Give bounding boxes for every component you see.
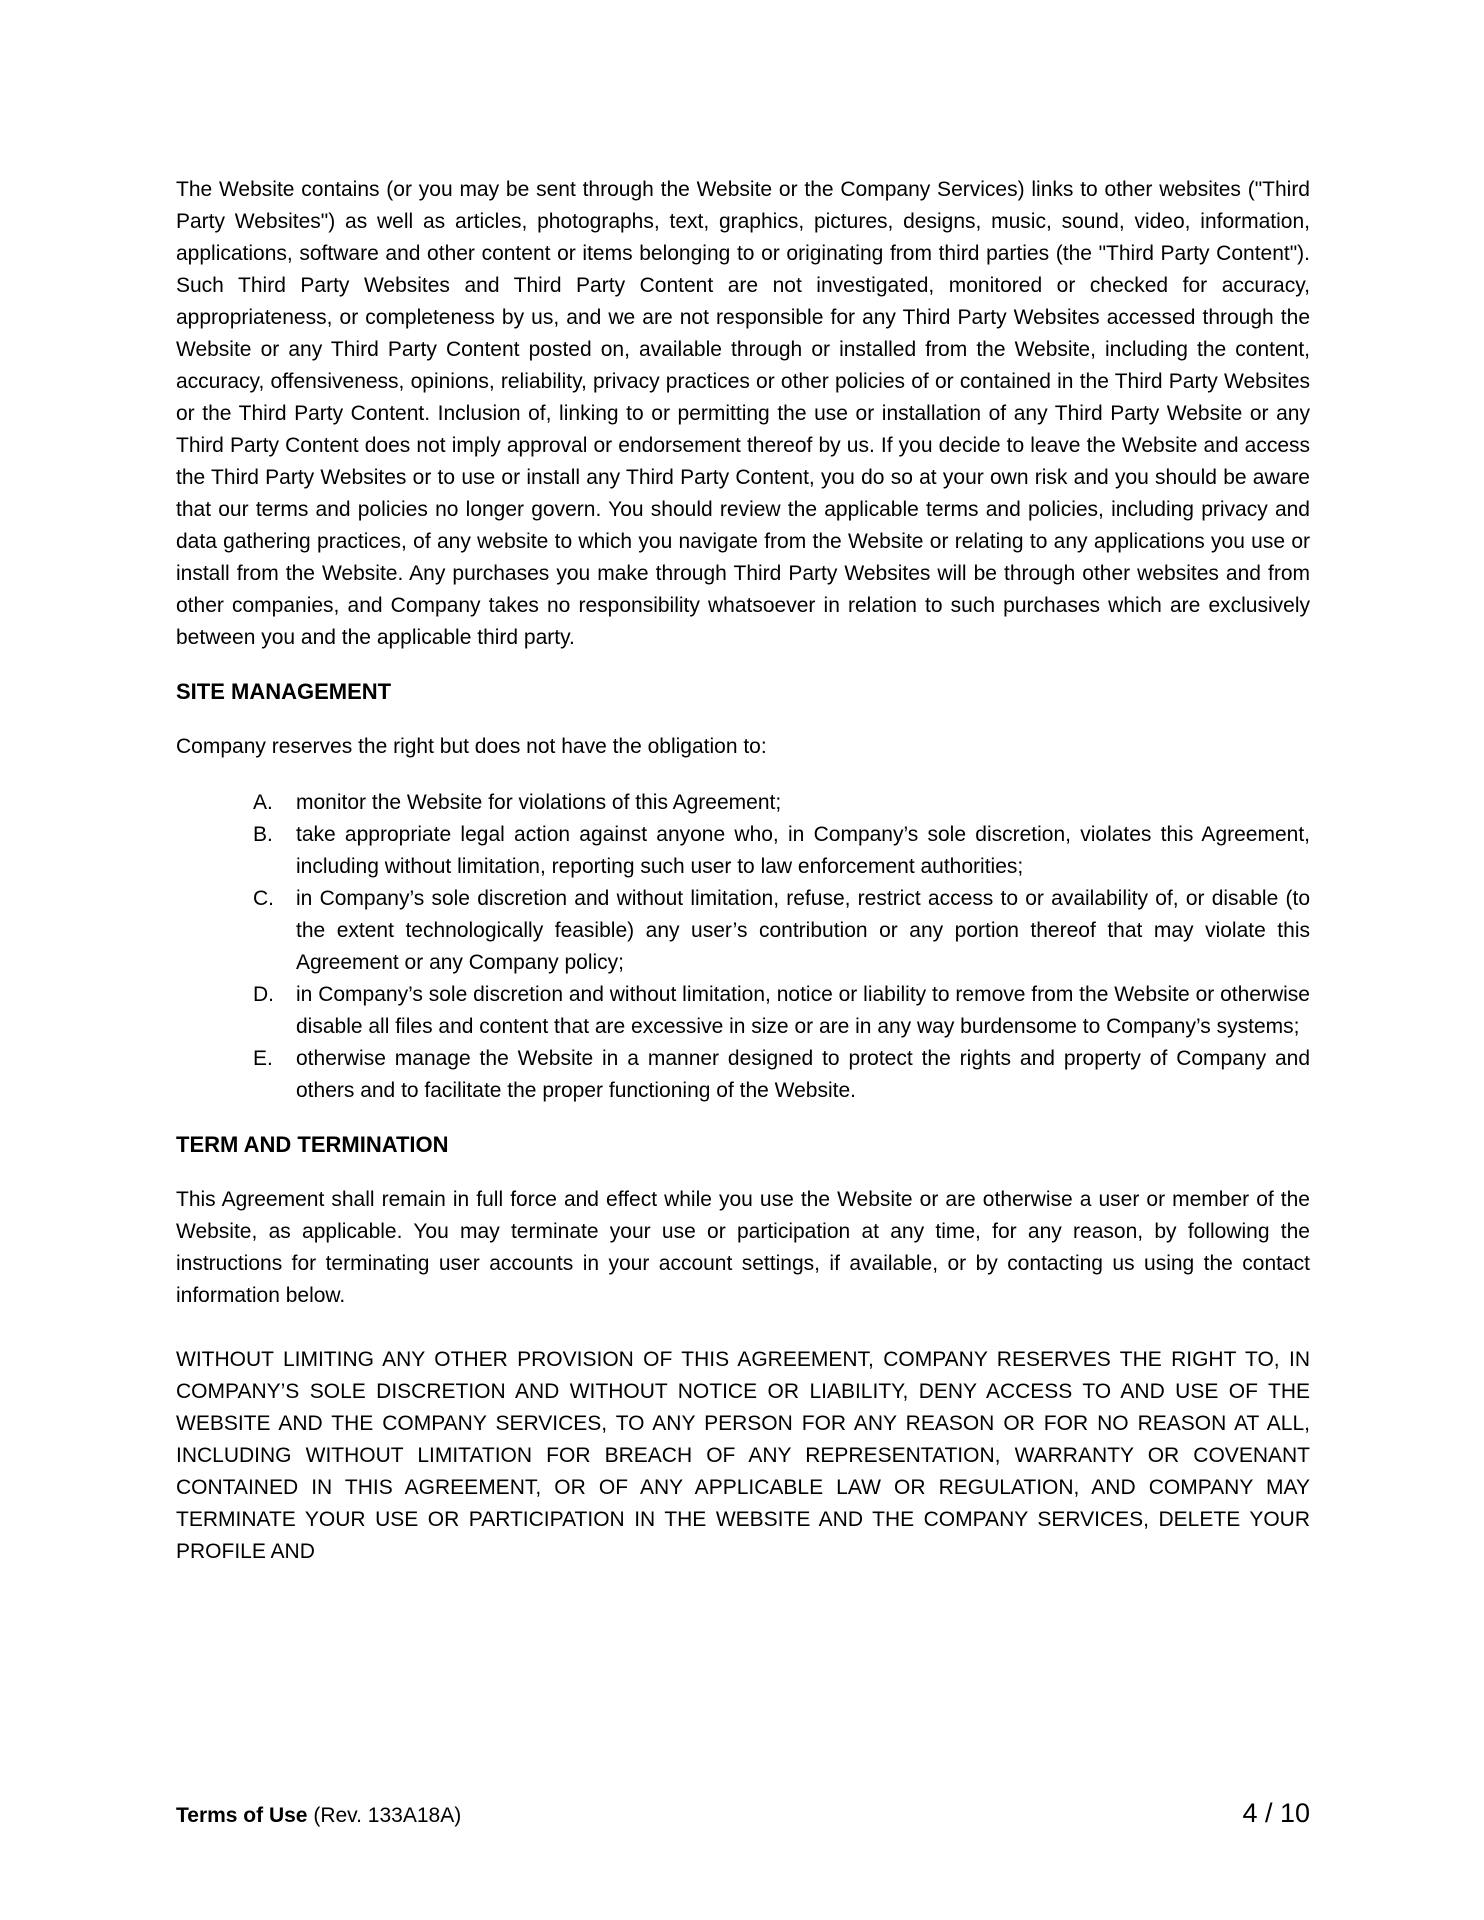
term-termination-heading: TERM AND TERMINATION bbox=[176, 1132, 449, 1157]
list-item-text: in Company’s sole discretion and without limitation, notice or liability to remove from the Website or otherwise disable all files and content that are excessive in size or are in any way burdensome to Company’s systems; bbox=[296, 983, 1310, 1038]
list-marker: E. bbox=[253, 1047, 273, 1070]
list-item-text: otherwise manage the Website in a manner designed to protect the rights and property of Company and others and to facilitate the proper functioning of the Website. bbox=[296, 1047, 1310, 1102]
list-marker: A. bbox=[253, 791, 273, 814]
list-item-text: take appropriate legal action against anyone who, in Company’s sole discretion, violates this Agreement, including without limitation, reporting such user to law enforcement authorities; bbox=[296, 823, 1310, 878]
footer-revision: (Rev. 133A18A) bbox=[313, 1804, 462, 1827]
list-marker: D. bbox=[253, 983, 274, 1006]
site-management-lead: Company reserves the right but does not have the obligation to: bbox=[176, 735, 767, 758]
list-item bbox=[176, 979, 1310, 1043]
site-management-list bbox=[176, 787, 1310, 1107]
document-page bbox=[176, 174, 1310, 1568]
list-item bbox=[176, 819, 1310, 883]
page-number: 4 / 10 bbox=[1242, 1798, 1310, 1828]
term-paragraph: This Agreement shall remain in full force and effect while you use the Website or are otherwise a user or member of the Website, as applicable. You may terminate your use or participation at any time, for any reason, by following the instructions for terminating user accounts in your account settings, if available, or by contacting us using the contact information below. bbox=[176, 1188, 1310, 1307]
list-item bbox=[176, 787, 1310, 819]
termination-caps-paragraph: WITHOUT LIMITING ANY OTHER PROVISION OF THIS AGREEMENT, COMPANY RESERVES THE RIGHT TO, IN COMPANY’S SOLE DISCRETION AND WITHOUT NOTICE OR LIABILITY, DENY ACCESS TO AND USE OF THE WEBSITE AND THE COMPANY SERVICES, TO ANY PERSON FOR ANY REASON OR FOR NO REASON AT ALL, INCLUDING WITHOUT LIMITATION FOR BREACH OF ANY REPRESENTATION, WARRANTY OR COVENANT CONTAINED IN THIS AGREEMENT, OR OF ANY APPLICABLE LAW OR REGULATION, AND COMPANY MAY TERMINATE YOUR USE OR PARTICIPATION IN THE WEBSITE AND THE COMPANY SERVICES, DELETE YOUR PROFILE AND bbox=[176, 1348, 1310, 1563]
list-item-text: monitor the Website for violations of this Agreement; bbox=[296, 791, 782, 814]
page-footer bbox=[176, 1798, 1310, 1829]
list-item bbox=[176, 1043, 1310, 1107]
list-marker: C. bbox=[253, 887, 274, 910]
list-marker: B. bbox=[253, 823, 273, 846]
third-party-paragraph: The Website contains (or you may be sent through the Website or the Company Services) links to other websites ("Third Party Websites") as well as articles, photographs, text, graphics, pictures, designs, music, sound, video, information, applications, software and other content or items belonging to or originating from third parties (the "Third Party Content"). Such Third Party Websites and Third Party Content are not investigated, monitored or checked for accuracy, appropriateness, or completeness by us, and we are not responsible for any Third Party Websites accessed through the Website or any Third Party Content posted on, available through or installed from the Website, including the content, accuracy, offensiveness, opinions, reliability, privacy practices or other policies of or contained in the Third Party Websites or the Third Party Content. Inclusion of, linking to or permitting the use or installation of any Third Party Website or any Third Party Content does not imply approval or endorsement thereof by us. If you decide to leave the Website and access the Third Party Websites or to use or install any Third Party Content, you do so at your own risk and you should be aware that our terms and policies no longer govern. You should review the applicable terms and policies, including privacy and data gathering practices, of any website to which you navigate from the Website or relating to any applications you use or install from the Website. Any purchases you make through Third Party Websites will be through other websites and from other companies, and Company takes no responsibility whatsoever in relation to such purchases which are exclusively between you and the applicable third party. bbox=[176, 178, 1310, 649]
footer-document-title bbox=[176, 1804, 461, 1828]
list-item bbox=[176, 883, 1310, 979]
list-item-text: in Company’s sole discretion and without limitation, refuse, restrict access to or availability of, or disable (to the extent technologically feasible) any user’s contribution or any portion thereof that may violate this Agreement or any Company policy; bbox=[296, 887, 1310, 974]
site-management-heading: SITE MANAGEMENT bbox=[176, 679, 392, 704]
footer-title: Terms of Use bbox=[176, 1804, 308, 1827]
